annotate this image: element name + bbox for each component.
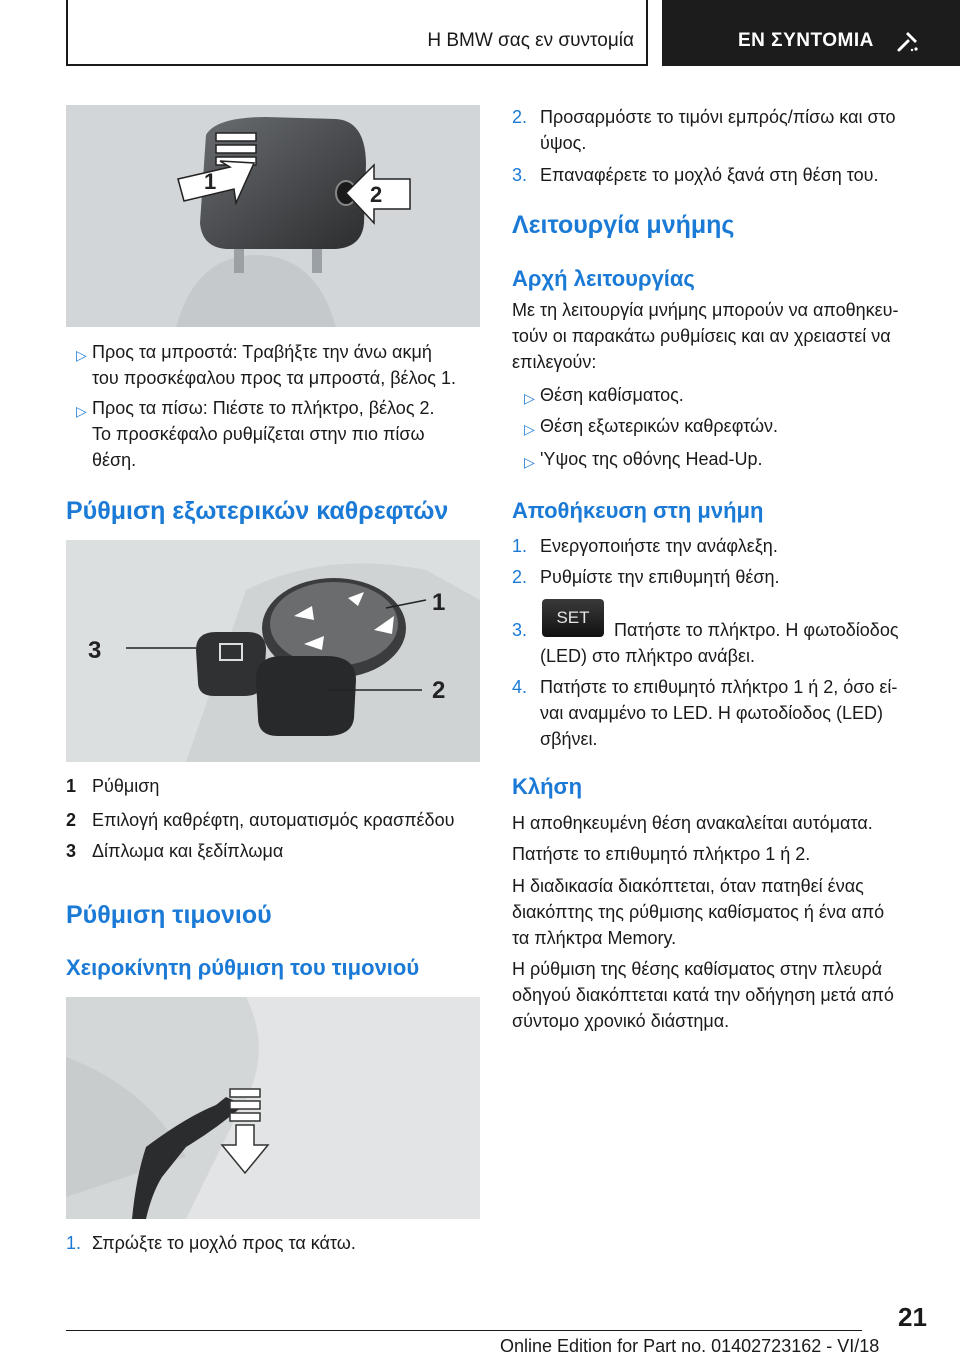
principle-heading: Αρχή λειτουργίας: [512, 266, 695, 291]
header-section-label: ΕΝ ΣΥΝΤΟΜΙΑ: [738, 30, 874, 51]
bullet-triangle-icon: ▷: [76, 403, 87, 419]
recall-paragraph-1: Η αποθηκευμένη θέση ανακαλείται αυτόματα.: [512, 813, 873, 833]
set-button: SET: [542, 599, 604, 637]
mirror-heading: Ρύθμιση εξωτερικών καθρεφτών: [66, 497, 449, 525]
footer-edition: Online Edition for Part no. 01402723162 - VI/18: [500, 1336, 880, 1356]
mirror-legend-text-2: Επιλογή καθρέφτη, αυτοματισμός κρασπέδου: [92, 810, 455, 830]
recall-paragraph-4-line-2: οδηγού διακόπτεται κατά την οδήγηση μετά από: [512, 985, 894, 1005]
svg-text:2: 2: [432, 677, 446, 704]
principle-item-2: Θέση εξωτερικών καθρεφτών.: [540, 416, 779, 436]
recall-paragraph-3-line-3: τα πλήκτρα Memory.: [512, 928, 677, 948]
store-step-2-text: Ρυθμίστε την επιθυμητή θέση.: [540, 567, 780, 587]
bullet-triangle-icon: ▷: [76, 347, 87, 363]
steering-heading: Ρύθμιση τιμονιού: [66, 901, 272, 929]
recall-paragraph-3-line-1: Η διαδικασία διακόπτεται, όταν πατηθεί ένας: [512, 876, 864, 896]
store-step-4-line-2: ναι αναμμένο το LED. Η φωτοδίοδος (LED): [540, 703, 883, 723]
steering-figure: [66, 997, 480, 1219]
store-step-1-num: 1.: [512, 536, 528, 556]
principle-item-3: 'Υψος της οθόνης Head-Up.: [540, 449, 763, 469]
store-step-2-num: 2.: [512, 567, 528, 587]
headrest-item-1-line-2: του προσκέφαλου προς τα μπροστά, βέλος 1.: [92, 368, 456, 388]
bullet-triangle-icon: ▷: [524, 421, 535, 437]
store-step-1-text: Ενεργοποιήστε την ανάφλεξη.: [540, 536, 778, 556]
svg-text:2: 2: [370, 182, 383, 207]
principle-line-2: τούν οι παρακάτω ρυθμίσεις και αν χρειαστεί να: [512, 326, 891, 346]
header-title: Η BMW σας εν συντομία: [427, 30, 634, 51]
steering-subheading: Χειροκίνητη ρύθμιση του τιμονιού: [66, 955, 420, 980]
mirror-legend-num-2: 2: [66, 810, 77, 830]
steering-step-2-line-2: ύψος.: [540, 133, 587, 153]
steering-step-1-text: Σπρώξτε το μοχλό προς τα κάτω.: [92, 1233, 356, 1253]
headrest-item-1-line-1: Προς τα μπροστά: Τραβήξτε την άνω ακμή: [92, 342, 432, 362]
headrest-item-2-line-2: Το προσκέφαλο ρυθμίζεται στην πιο πίσω: [92, 424, 425, 444]
principle-line-1: Με τη λειτουργία μνήμης μπορούν να αποθηκευ-: [512, 300, 899, 320]
recall-paragraph-3-line-2: διακόπτης της ρύθμισης καθίσματος ή ένα από: [512, 902, 885, 922]
steering-step-3-text: Επαναφέρετε το μοχλό ξανά στη θέση του.: [540, 165, 879, 185]
headrest-item-2-line-1: Προς τα πίσω: Πιέστε το πλήκτρο, βέλος 2.: [92, 398, 435, 418]
recall-paragraph-2: Πατήστε το επιθυμητό πλήκτρο 1 ή 2.: [512, 844, 811, 864]
mirror-legend-text-3: Δίπλωμα και ξεδίπλωμα: [92, 841, 284, 861]
mirror-legend-num-1: 1: [66, 776, 77, 796]
bullet-triangle-icon: ▷: [524, 454, 535, 470]
recall-paragraph-4-line-1: Η ρύθμιση της θέσης καθίσματος στην πλευρά: [512, 959, 883, 979]
headrest-item-2-line-3: θέση.: [92, 450, 137, 470]
wrench-icon: [896, 29, 920, 53]
svg-text:3: 3: [88, 637, 102, 664]
headrest-figure: [66, 105, 480, 327]
memory-heading: Λειτουργία μνήμης: [512, 211, 735, 239]
steering-step-2-num: 2.: [512, 107, 528, 127]
header-title-box: [66, 0, 648, 66]
store-step-4-line-1: Πατήστε το επιθυμητό πλήκτρο 1 ή 2, όσο εί-: [540, 677, 898, 697]
store-step-3-num: 3.: [512, 620, 528, 640]
recall-heading: Κλήση: [512, 774, 583, 799]
principle-line-3: επιλεγούν:: [512, 352, 597, 372]
mirror-legend-num-3: 3: [66, 841, 77, 861]
bullet-triangle-icon: ▷: [524, 390, 535, 406]
steering-step-1-num: 1.: [66, 1233, 82, 1253]
header-section-tab[interactable]: [662, 0, 960, 66]
store-step-4-num: 4.: [512, 677, 528, 697]
store-step-4-line-3: σβήνει.: [540, 729, 598, 749]
store-step-3-line-2: (LED) στο πλήκτρο ανάβει.: [540, 646, 755, 666]
store-heading: Αποθήκευση στη μνήμη: [512, 498, 764, 523]
recall-paragraph-4-line-3: σύντομο χρονικό διάστημα.: [512, 1011, 730, 1031]
principle-item-1: Θέση καθίσματος.: [540, 385, 684, 405]
footer-divider: [66, 1330, 862, 1331]
mirror-figure: [66, 540, 480, 762]
mirror-legend-text-1: Ρύθμιση: [92, 776, 160, 796]
steering-step-2-line-1: Προσαρμόστε το τιμόνι εμπρός/πίσω και στο: [540, 107, 896, 127]
steering-step-3-num: 3.: [512, 165, 528, 185]
page-number: 21: [898, 1302, 927, 1332]
store-step-3-line-1: Πατήστε το πλήκτρο. Η φωτοδίοδος: [614, 620, 899, 640]
svg-text:1: 1: [204, 169, 217, 194]
svg-text:1: 1: [432, 589, 446, 616]
